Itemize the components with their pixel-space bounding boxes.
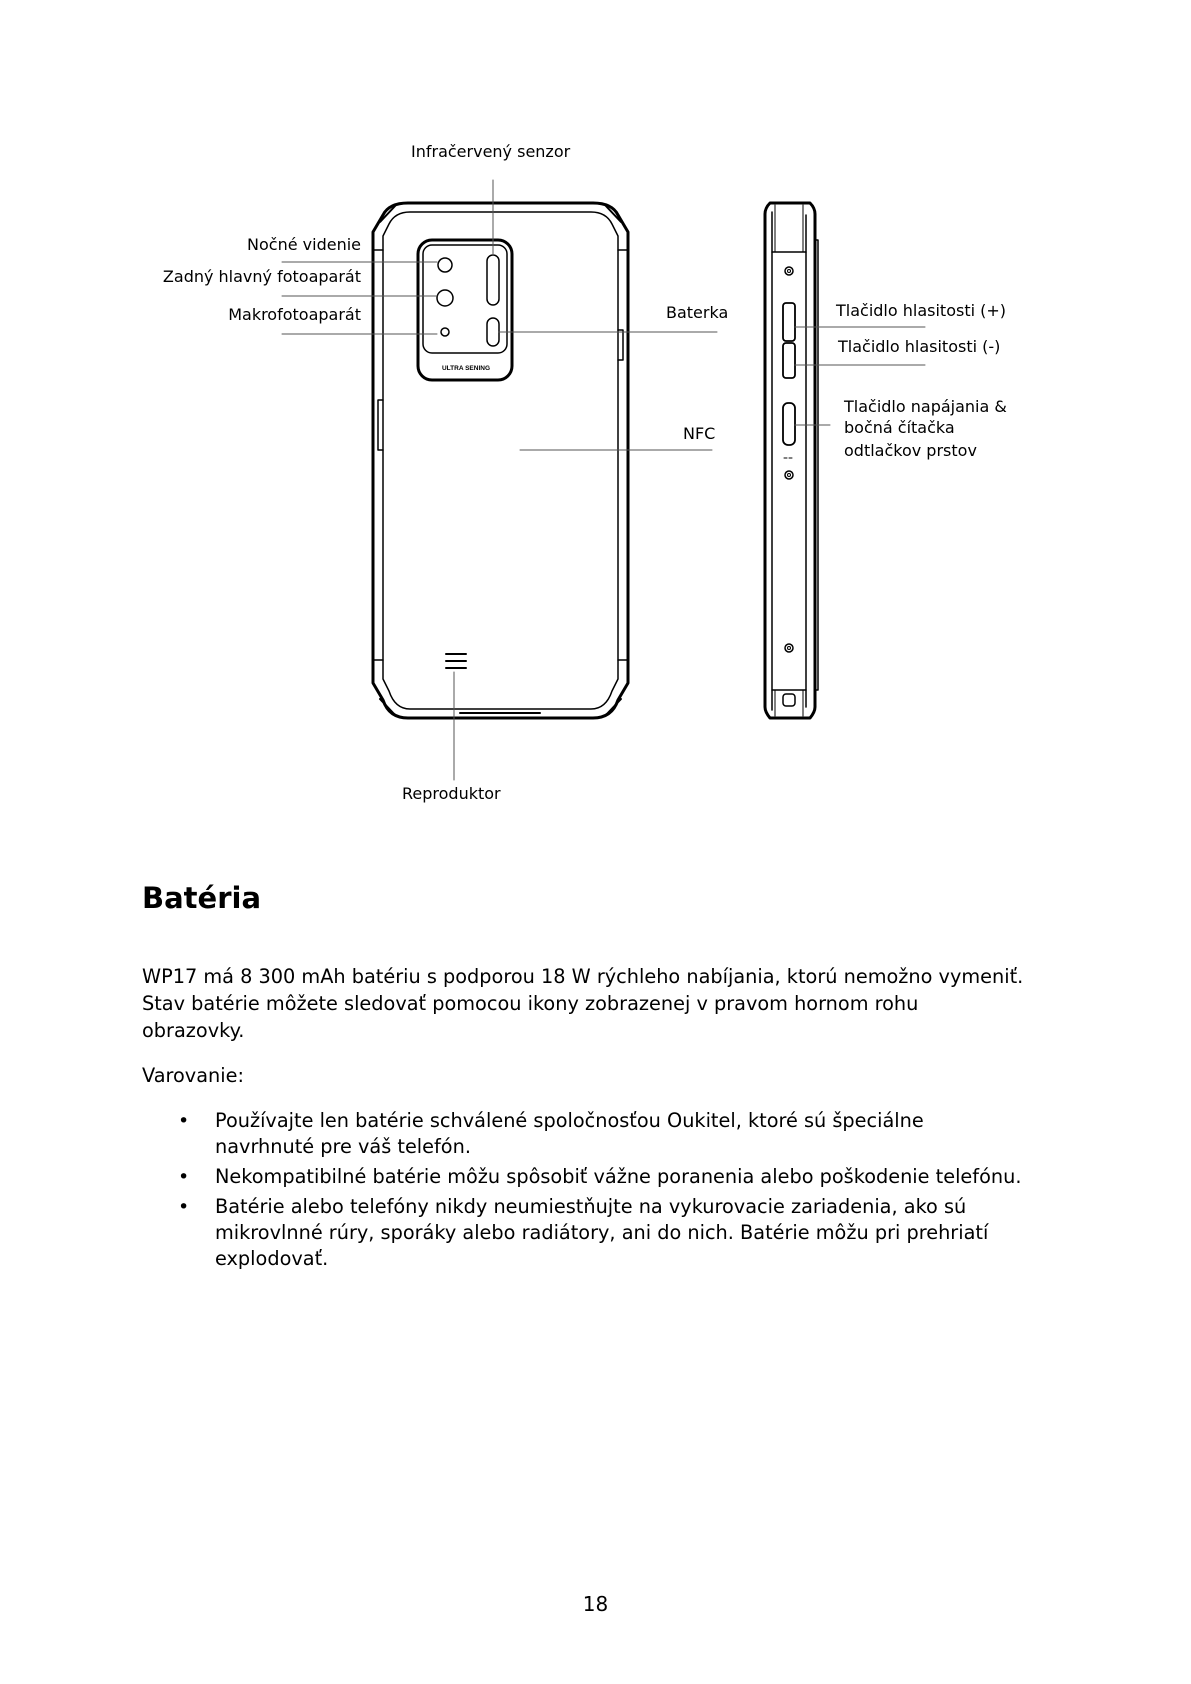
power-key <box>783 403 795 445</box>
paragraph-battery-line3: obrazovky. <box>142 1019 245 1042</box>
label-infrared-sensor: Infračervený senzor <box>411 142 571 161</box>
list-item <box>142 1164 1062 1190</box>
phone-diagram <box>0 0 1191 820</box>
paragraph-battery-line1: WP17 má 8 300 mAh batériu s podporou 18 W rýchleho nabíjania, ktorú nemožno vymeniť. <box>142 965 1024 988</box>
flash <box>487 318 499 346</box>
label-power-button-line3: odtlačkov prstov <box>844 441 977 460</box>
label-rear-camera: Zadný hlavný fotoaparát <box>162 267 361 286</box>
rear-camera-lens <box>437 290 453 306</box>
label-nfc: NFC <box>683 424 716 443</box>
list-item-line: explodovať. <box>215 1247 329 1270</box>
phone-back-outline <box>373 203 628 718</box>
macro-lens <box>441 328 449 336</box>
bullet-icon: • <box>178 1166 190 1188</box>
warning-label: Varovanie: <box>142 1064 244 1087</box>
list-item <box>142 1108 1062 1160</box>
speaker-grill <box>446 654 466 668</box>
module-brand-text: ULTRA SENING <box>441 365 491 372</box>
side-usb-port <box>783 694 795 706</box>
list-item-line: Nekompatibilné batérie môžu spôsobiť vážne poranenia alebo poškodenie telefónu. <box>215 1165 1022 1188</box>
section-heading: Batéria <box>142 881 262 915</box>
label-macro-camera: Makrofotoaparát <box>228 305 361 324</box>
label-speaker: Reproduktor <box>402 784 501 803</box>
warning-list <box>142 1108 1062 1276</box>
side-screw-top <box>785 267 793 275</box>
paragraph-battery-line2: Stav batérie môžete sledovať pomocou ikony zobrazenej v pravom hornom rohu <box>142 992 919 1015</box>
list-item-line: Používajte len batérie schválené spoločnosťou Oukitel, ktoré sú špeciálne <box>215 1109 924 1132</box>
page-number: 18 <box>582 1592 609 1616</box>
label-volume-up: Tlačidlo hlasitosti (+) <box>836 301 1007 320</box>
side-screw-mid <box>785 471 793 479</box>
side-screw-bottom <box>785 644 793 652</box>
volume-down-key <box>783 343 795 378</box>
infrared-sensor <box>487 255 499 305</box>
label-volume-down: Tlačidlo hlasitosti (-) <box>838 337 1001 356</box>
night-vision-lens <box>438 258 452 272</box>
list-item-line: navrhnuté pre váš telefón. <box>215 1135 471 1158</box>
label-power-button-line2: bočná čítačka <box>844 418 955 437</box>
label-night-vision: Nočné videnie <box>247 235 361 254</box>
bullet-icon: • <box>178 1110 190 1132</box>
bullet-icon: • <box>178 1196 190 1218</box>
list-item-line: mikrovlnné rúry, sporáky alebo radiátory, ani do nich. Batérie môžu pri prehriatí <box>215 1221 989 1244</box>
camera-module <box>418 240 512 380</box>
list-item-line: Batérie alebo telefóny nikdy neumiestňujte na vykurovacie zariadenia, ako sú <box>215 1195 967 1218</box>
volume-up-key <box>783 303 795 341</box>
label-power-button-line1: Tlačidlo napájania & <box>844 397 1007 416</box>
list-item <box>142 1194 1062 1272</box>
label-battery: Baterka <box>666 303 729 322</box>
